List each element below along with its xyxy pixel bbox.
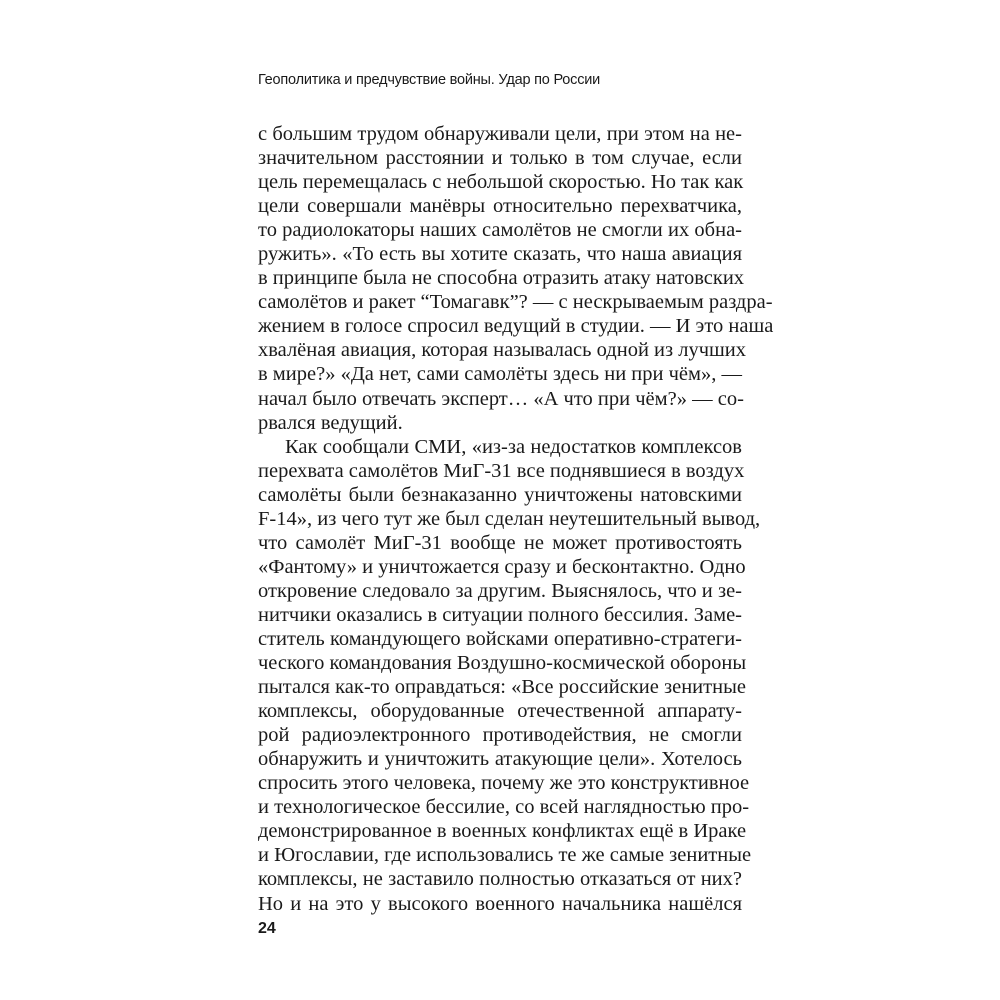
text-line: с большим трудом обнаруживали цели, при этом на не- bbox=[258, 123, 742, 145]
text-line: Но и на это у высокого военного начальника нашёлся bbox=[258, 892, 742, 915]
text-line: спросить этого человека, почему же это конструктивное bbox=[258, 772, 750, 795]
text-line: и Югославии, где использовались те же самые зенитные bbox=[258, 844, 752, 867]
text-line: то радиолокаторы наших самолётов не смогли их обна- bbox=[258, 219, 742, 242]
text-line: и технологическое бессилие, со всей наглядностью про- bbox=[258, 796, 750, 819]
text-line: в мире?» «Да нет, сами самолёты здесь ни при чём», — bbox=[258, 363, 742, 386]
text-line: ститель командующего войсками оперативно-стратеги- bbox=[258, 627, 742, 650]
text-line: ческого командования Воздушно-космической обороны bbox=[258, 652, 747, 675]
text-line: цель перемещалась с небольшой скоростью. Но так как bbox=[258, 171, 744, 194]
running-head: Геополитика и предчувствие войны. Удар по России bbox=[258, 72, 601, 88]
text-line: цели совершали манёвры относительно перехватчика, bbox=[258, 195, 742, 218]
text-line: рой радиоэлектронного противодействия, не смогли bbox=[258, 724, 742, 747]
text-line: начал было отвечать эксперт… «А что при чём?» — со- bbox=[258, 387, 744, 410]
text-line: нитчики оказались в ситуации полного бессилия. Заме- bbox=[258, 603, 742, 626]
text-line: самолётов и ракет “Томагавк”? — с нескрываемым раздра- bbox=[258, 291, 773, 314]
text-line: Как сообщали СМИ, «из-за недостатков комплексов bbox=[285, 435, 742, 458]
page-number: 24 bbox=[258, 920, 276, 937]
text-line: пытался как-то оправдаться: «Все российские зенитные bbox=[258, 676, 746, 699]
text-line: комплексы, не заставило полностью отказаться от них? bbox=[258, 868, 742, 891]
text-line: что самолёт МиГ-31 вообще не может противостоять bbox=[258, 531, 742, 554]
text-line: откровение следовало за другим. Выяснялось, что и зе- bbox=[258, 579, 742, 602]
text-line: комплексы, оборудованные отечественной аппарату- bbox=[258, 700, 742, 723]
text-line: хвалёная авиация, которая называлась одной из лучших bbox=[258, 339, 747, 362]
text-line: «Фантому» и уничтожается сразу и бесконтактно. Одно bbox=[258, 555, 746, 578]
text-line: рвался ведущий. bbox=[258, 411, 403, 434]
body-text bbox=[258, 122, 774, 916]
text-line: жением в голосе спросил ведущий в студии. — И это наша bbox=[258, 315, 774, 338]
text-line: обнаружить и уничтожить атакующие цели». Хотелось bbox=[258, 748, 742, 771]
text-line: значительном расстоянии и только в том случае, если bbox=[258, 147, 742, 170]
text-line: ружить». «То есть вы хотите сказать, что наша авиация bbox=[258, 243, 742, 266]
text-line: в принципе была не способна отразить атаку натовских bbox=[258, 267, 745, 290]
text-line: F-14», из чего тут же был сделан неутешительный вывод, bbox=[258, 507, 761, 530]
text-line: демонстрированное в военных конфликтах ещё в Ираке bbox=[258, 820, 747, 843]
text-line: самолёты были безнаказанно уничтожены натовскими bbox=[258, 483, 742, 506]
text-line: перехвата самолётов МиГ-31 все поднявшиеся в воздух bbox=[258, 459, 745, 482]
